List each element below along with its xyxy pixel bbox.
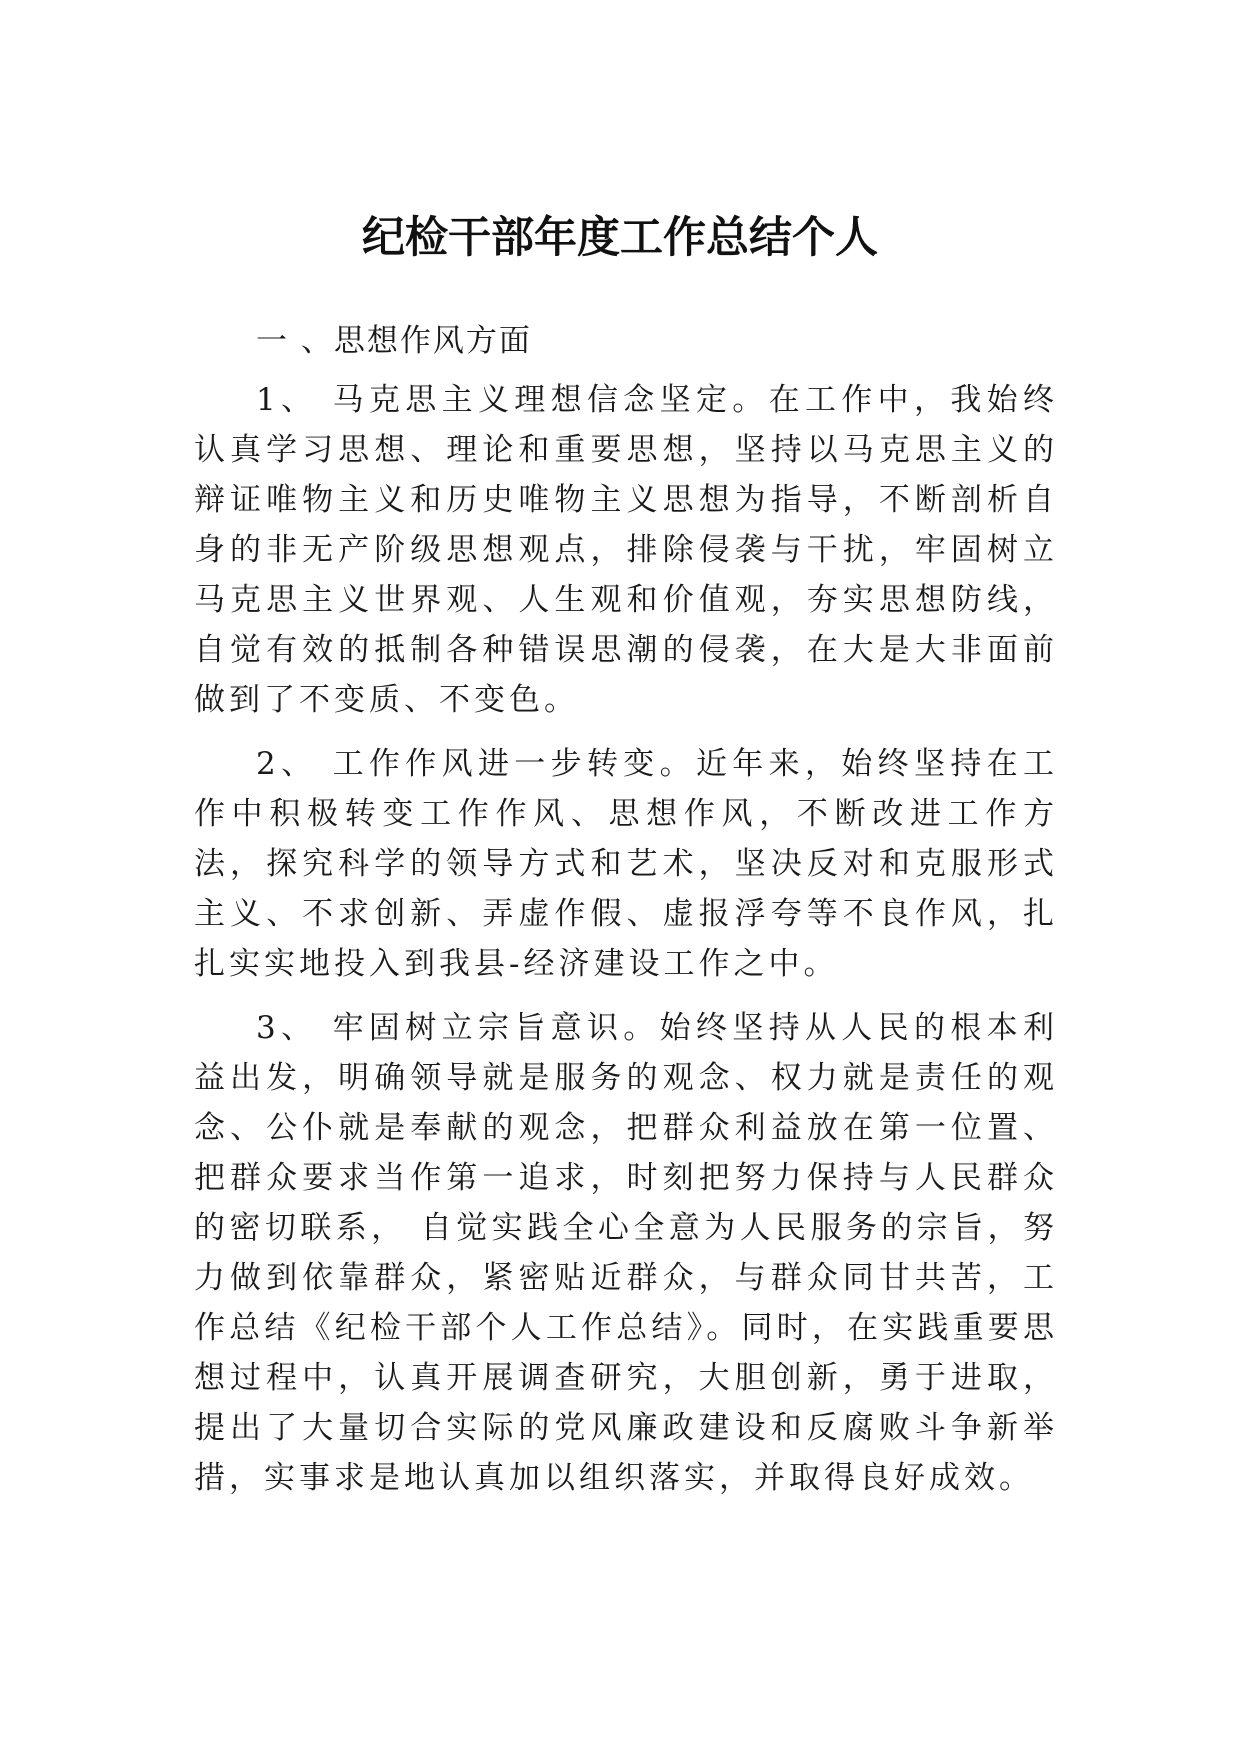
paragraph-2: 2、 工作作风进一步转变。近年来，始终坚持在工作中积极转变工作作风、思想作风，不断改进工作方法，探究科学的领导方式和艺术，坚决反对和克服形式主义、不求创新、弄虚作假、虚报浮夸等不良作风，扎扎实实地投入到我县-经济建设工作之中。 (194, 746, 1058, 982)
paragraph-1: 1、 马克思主义理想信念坚定。在工作中，我始终认真学习思想、理论和重要思想，坚持以马克思主义的辩证唯物主义和历史唯物主义思想为指导，不断剖析自身的非无产阶级思想观点，排除侵袭与干扰，牢固树立马克思主义世界观、人生观和价值观，夯实思想防线，自觉有效的抵制各种错误思潮的侵袭，在大是大非面前做到了不变质、不变色。 (194, 382, 1058, 718)
document-body (194, 315, 1058, 1517)
document-title: 纪检干部年度工作总结个人 (362, 213, 878, 263)
section-heading: 一 、思想作风方面 (256, 323, 532, 359)
paragraph-3: 3、 牢固树立宗旨意识。始终坚持从人民的根本利益出发，明确领导就是服务的观念、权力就是责任的观念、公仆就是奉献的观念，把群众利益放在第一位置、把群众要求当作第一追求，时刻把努力保持与人民群众的密切联系， 自觉实践全心全意为人民服务的宗旨，努力做到依靠群众，紧密贴近群众，与群众同甘共苦，工作总结《纪检干部个人工作总结》。同时，在实践重要思想过程中，认真开展调查研究，大胆创新，勇于进取，提出了大量切合实际的党风廉政建设和反腐败斗争新举措，实事求是地认真加以组织落实，并取得良好成效。 (194, 1010, 1058, 1496)
